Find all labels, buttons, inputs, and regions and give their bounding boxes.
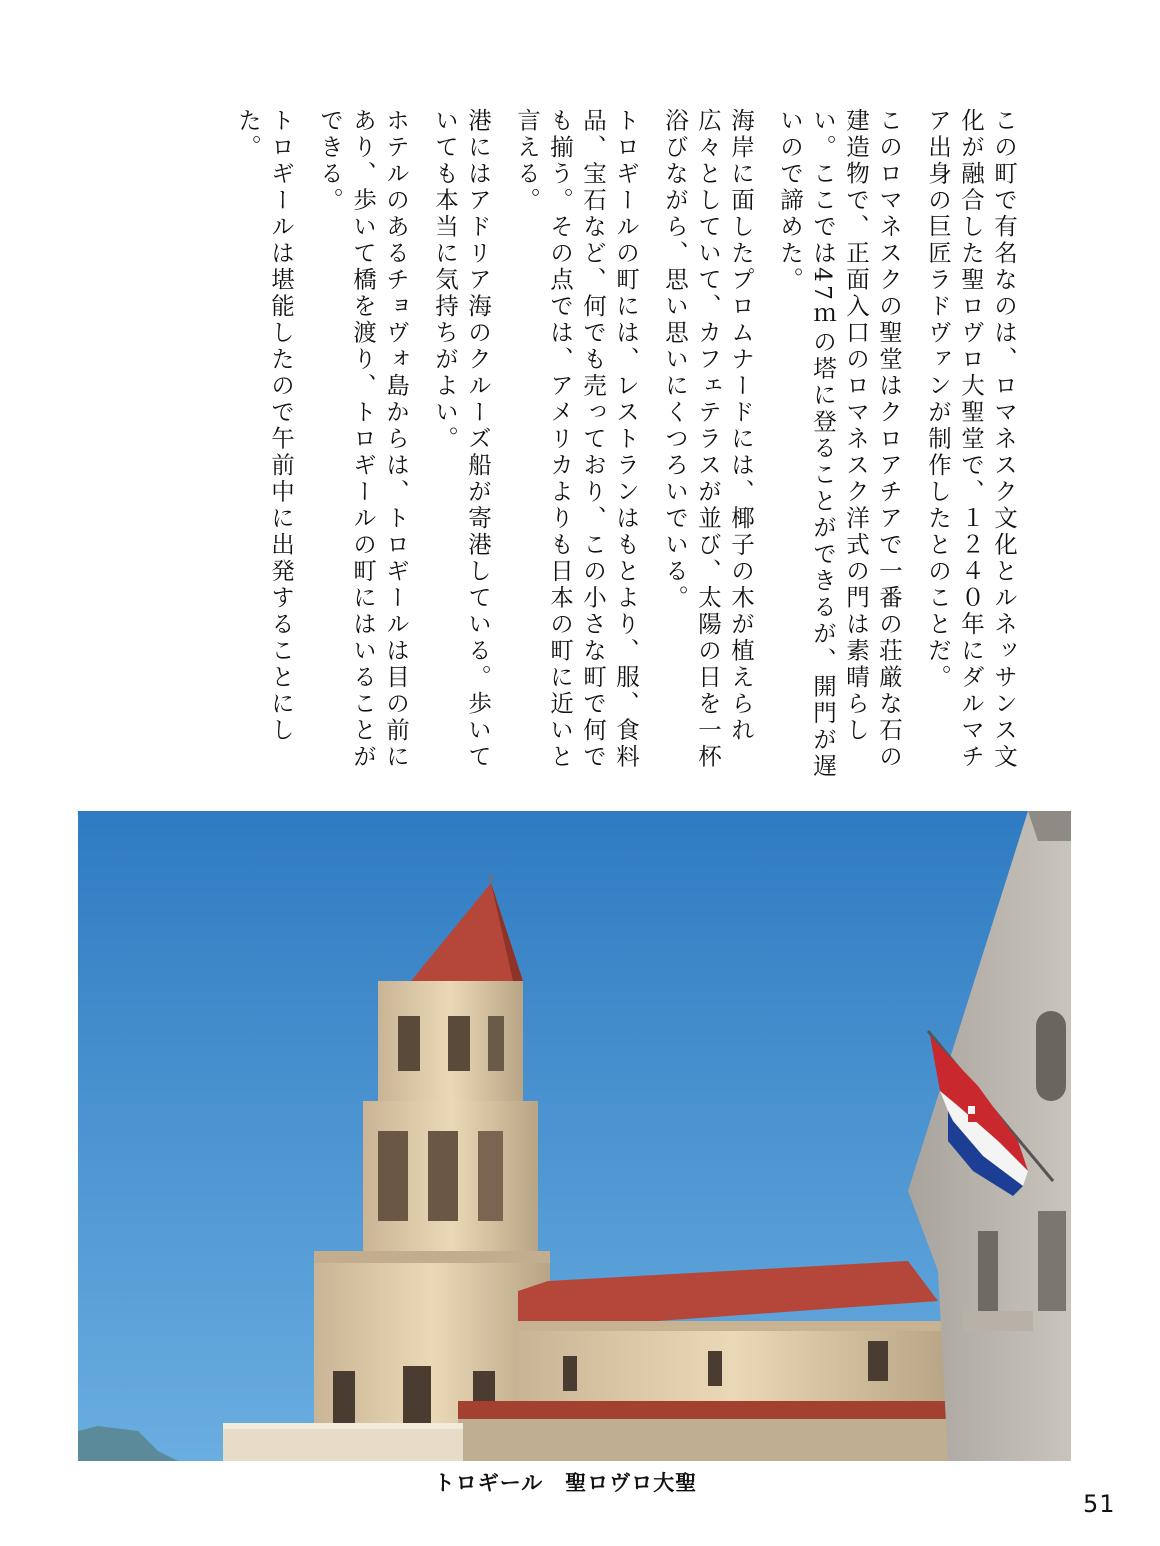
page-number: 51 — [1083, 1490, 1116, 1518]
cathedral-nave — [458, 1261, 958, 1461]
body-text — [140, 108, 1020, 788]
paragraph: ホテルのあるチョヴォ島からは、トロギールは目の前にあり、歩いて橋を渡り、トロギールの町にはいることができる。 — [316, 108, 410, 771]
paragraph: トロギールの町には、レストランはもとより、服、食料品、宝石など、何でも売っており、この小さな町で何でも揃う。その点では、アメリカよりも日本の町に近いと言える。 — [513, 108, 640, 771]
paragraph: 港にはアドリア海のクルーズ船が寄港している。歩いていても本当に気持ちがよい。 — [431, 108, 492, 771]
photo-caption: トロギール 聖ロヴロ大聖 — [433, 1471, 698, 1495]
paragraph: 海岸に面したプロムナードには、椰子の木が植えられ広々としていて、カフェテラスが並び、太陽の日を一杯浴びながら、思い思いにくつろいでいる。 — [661, 108, 755, 771]
paragraph: この町で有名なのは、ロマネスク文化とルネッサンス文化が融合した聖ロヴロ大聖堂で、１２４０年にダルマチア出身の巨匠ラドヴァンが制作したとのことだ。 — [924, 108, 1018, 771]
paragraph: トロギールは堪能したので午前中に出発することにした。 — [234, 108, 295, 744]
cathedral-photo — [78, 811, 1071, 1461]
paragraph: このロマネスクの聖堂はクロアチアで一番の荘厳な石の建造物で、正面入口のロマネスク洋式の門は素晴らしい。ここでは47ｍの塔に登ることができるが、開門が遅いので諦めた。 — [776, 108, 903, 780]
